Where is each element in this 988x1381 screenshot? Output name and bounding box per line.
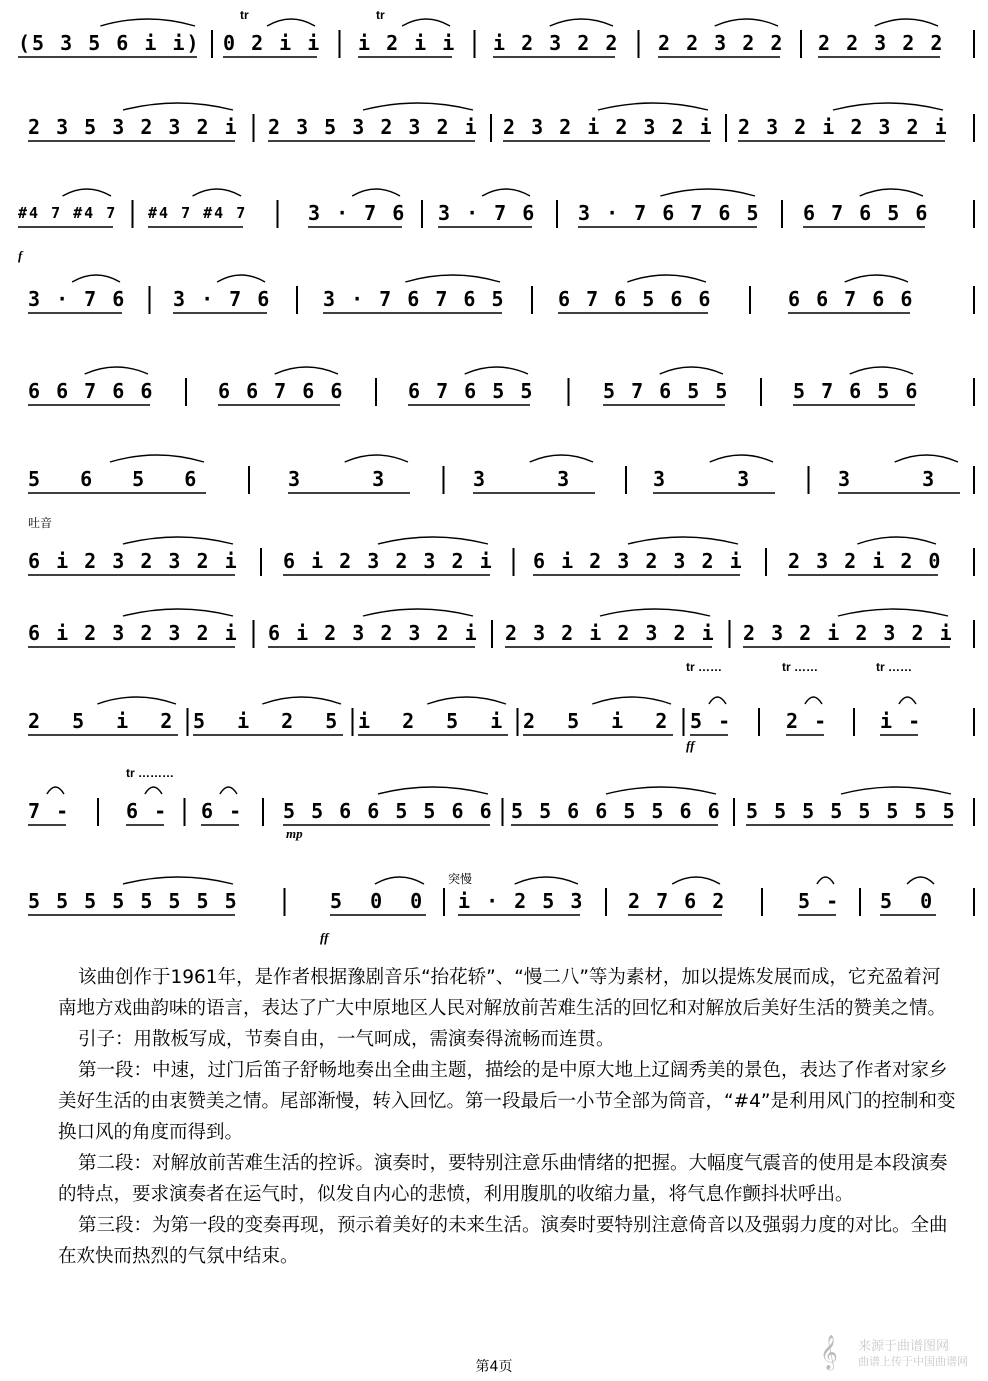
trill-mark: tr …… [782, 660, 818, 674]
trill-mark: tr [376, 8, 385, 22]
measure: 5 0 0 [330, 889, 431, 913]
slur-arc [592, 697, 671, 704]
slur-arc [405, 275, 500, 282]
trill-mark: tr …… [876, 660, 912, 674]
slur-arc [875, 19, 938, 26]
measure: 5 5 6 6 5 5 6 6 [283, 799, 494, 823]
slur-arc [193, 189, 241, 196]
slur-arc [841, 787, 951, 794]
measure: 6 7 6 5 6 [803, 201, 930, 225]
slur-arc [97, 697, 176, 704]
slur-arc [217, 275, 265, 282]
slur-arc [895, 455, 958, 462]
slur-arc [72, 275, 120, 282]
slur-arc [672, 877, 720, 884]
dynamic-fortissimo: ff [686, 738, 695, 753]
measure: 6 i 2 3 2 3 2 i [268, 621, 479, 645]
slur-arc [715, 19, 778, 26]
measure: 2 5 i 2 [28, 709, 183, 733]
slur-arc [352, 189, 400, 196]
slur-arc [375, 877, 424, 884]
measure: 3 3 [473, 467, 600, 491]
measure: 5 5 5 5 5 5 5 5 [28, 889, 239, 913]
slur-arc [363, 103, 473, 110]
slur-arc [857, 537, 936, 544]
slur-arc [123, 537, 233, 544]
slur-arc [550, 19, 613, 26]
staff-row-1 [18, 8, 976, 70]
slur-arc [515, 877, 578, 884]
slur-arc [63, 189, 111, 196]
measure: 2 3 2 i 2 3 2 i [503, 115, 714, 139]
articulation-label: 吐音 [28, 516, 53, 530]
measure: 6 i 2 3 2 3 2 i [283, 549, 494, 573]
slur-arc [805, 697, 822, 704]
slur-arc [838, 609, 948, 616]
slur-arc [123, 877, 233, 884]
slur-arc [345, 455, 408, 462]
measure: i 2 5 i [358, 709, 513, 733]
dynamic-fortissimo: ff [320, 930, 329, 945]
slur-arc [123, 609, 233, 616]
staff-row-8 [18, 598, 976, 660]
measure: 2 3 5 3 2 3 2 i [28, 115, 239, 139]
measure: 2 5 i 2 [523, 709, 678, 733]
commentary-text [58, 962, 958, 1272]
slur-arc [899, 697, 916, 704]
staff-row-4 [18, 248, 976, 326]
measure: 2 2 3 2 2 [658, 31, 785, 55]
trill-mark: tr …… [686, 660, 722, 674]
measure: 6 6 7 6 6 [28, 379, 155, 403]
measure: #4 7 #4 7 [18, 204, 118, 222]
slur-arc [817, 877, 834, 884]
slur-arc [47, 787, 64, 794]
measure: i 2 3 2 2 [493, 31, 620, 55]
paragraph-intro: 该曲创作于1961年，是作者根据豫剧音乐“抬花轿”、“慢二八”等为素材，加以提炼发展而成，它充盈着河南地方戏曲韵味的语言，表达了广大中原地区人民对解放前苦难生活的回忆和对解放后美好生活的赞美之情。 [58, 967, 947, 1019]
slur-arc [100, 19, 195, 26]
measure: 6 i 2 3 2 3 2 i [28, 549, 239, 573]
slur-arc [907, 877, 934, 884]
measure: 5 5 5 5 5 5 5 5 [746, 799, 957, 823]
measure: 5 0 [880, 889, 941, 913]
slur-arc [123, 103, 233, 110]
slur-arc [850, 367, 913, 374]
measure: 6 7 6 5 5 [408, 379, 535, 403]
staff-row-9 [18, 660, 976, 753]
paragraph-section-3: 第三段：为第一段的变奏再现，预示着美好的未来生活。演奏时要特别注意倚音以及强弱力度的对比。全曲在欢快而热烈的气氛中结束。 [58, 1215, 948, 1267]
watermark-line-1: 来源于曲谱图网 [858, 1339, 950, 1354]
paragraph-section-2: 第二段：对解放前苦难生活的控诉。演奏时，要特别注意乐曲情绪的把握。大幅度气震音的使用是本段演奏的特点，要求演奏者在运气时，似发自内心的悲愤，利用腹肌的收缩力量，将气息作颤抖状呼出。 [58, 1153, 948, 1205]
measure: 2 3 2 i 2 0 [788, 549, 943, 573]
measure: 2 2 3 2 2 [818, 31, 945, 55]
measure: 2 3 2 i 2 3 2 i [505, 621, 716, 645]
measure: 5 7 6 5 6 [793, 379, 920, 403]
staff-row-3 [18, 178, 976, 240]
slur-arc [600, 609, 710, 616]
slur-arc [110, 455, 204, 462]
slur-arc [598, 103, 708, 110]
staff-row-5 [18, 356, 976, 418]
measure: 5 5 6 6 5 5 6 6 [511, 799, 722, 823]
measure: 3 · 7 6 7 6 5 [578, 201, 761, 225]
slur-arc [845, 275, 908, 282]
dynamic-forte: f [18, 248, 23, 263]
slur-arc [378, 537, 488, 544]
slur-arc [606, 787, 716, 794]
staff-row-7 [18, 516, 976, 588]
measure: 3 · 7 6 7 6 5 [323, 287, 506, 311]
slur-arc [710, 455, 773, 462]
measure: 5 6 5 6 [28, 467, 211, 491]
measure: #4 7 #4 7 [148, 204, 248, 222]
measure: 6 6 7 6 6 [218, 379, 345, 403]
slur-arc [530, 455, 593, 462]
measure: 6 7 6 5 6 6 [558, 287, 713, 311]
site-watermark [820, 1331, 980, 1375]
measure: 2 3 5 3 2 3 2 i [268, 115, 479, 139]
measure: 3 3 [288, 467, 415, 491]
slur-arc [833, 103, 943, 110]
measure: i · 2 5 3 [458, 889, 585, 913]
staff-row-6 [18, 444, 976, 506]
staff-row-2 [18, 92, 976, 154]
slur-arc [267, 19, 315, 26]
measure: 7 - [28, 799, 71, 823]
measure: 3 3 [653, 467, 780, 491]
slur-arc [709, 697, 726, 704]
watermark-line-2: 曲谱上传于中国曲谱网 [858, 1355, 968, 1368]
slur-arc [660, 367, 723, 374]
measure: 2 7 6 2 [628, 889, 727, 913]
slur-arc [660, 189, 755, 196]
measure: 2 - [786, 709, 829, 733]
measure: 6 6 7 6 6 [788, 287, 915, 311]
page-number: 第4页 [475, 1359, 513, 1375]
slur-arc [220, 787, 237, 794]
slur-arc [482, 189, 530, 196]
measure: 3 · 7 6 [438, 201, 537, 225]
slur-arc [860, 189, 923, 196]
paragraph-section-1: 第一段：中速，过门后笛子舒畅地奏出全曲主题，描绘的是中原大地上辽阔秀美的景色，表达了作者对家乡美好生活的由衷赞美之情。尾部渐慢，转入回忆。第一段最后一小节全部为筒音，“#4”是利用风门的控制和变换口风的角度而得到。 [58, 1060, 956, 1143]
measure: i 2 i i [358, 31, 457, 55]
measure: 6 - [126, 799, 169, 823]
trill-mark: tr ……… [126, 766, 174, 780]
measure: 5 7 6 5 5 [603, 379, 730, 403]
measure: 5 - [690, 709, 733, 733]
slur-arc [85, 367, 148, 374]
slur-arc [628, 537, 738, 544]
measure: i - [880, 709, 923, 733]
slur-arc [402, 19, 450, 26]
dynamic-mezzo-piano: mp [286, 826, 303, 841]
slur-arc [627, 275, 706, 282]
measure: 6 i 2 3 2 3 2 i [28, 621, 239, 645]
measure: 5 i 2 5 [193, 709, 348, 733]
staff-row-10 [18, 766, 976, 841]
slur-arc [275, 367, 338, 374]
slur-arc [262, 697, 341, 704]
slur-arc [465, 367, 528, 374]
slur-arc [427, 697, 506, 704]
slur-arc [378, 787, 488, 794]
paragraph-introduction-section: 引子：用散板写成，节奏自由，一气呵成，需演奏得流畅而连贯。 [78, 1029, 615, 1050]
measure: 6 - [201, 799, 244, 823]
staff-row-11 [18, 866, 976, 945]
measure: 0 2 i i [223, 31, 322, 55]
measure: 3 3 [838, 467, 965, 491]
treble-clef-icon: 𝄞 [820, 1335, 838, 1370]
measure: 2 3 2 i 2 3 2 i [738, 115, 949, 139]
measure: 3 · 7 6 [173, 287, 272, 311]
measure: 2 3 2 i 2 3 2 i [743, 621, 954, 645]
measure: 3 · 7 6 [28, 287, 127, 311]
slur-arc [145, 787, 162, 794]
tempo-change-label: 突慢 [448, 872, 473, 886]
measure: 3 · 7 6 [308, 201, 407, 225]
measure: 5 - [798, 889, 841, 913]
measure: (5 3 5 6 i i) [18, 31, 201, 55]
measure: 6 i 2 3 2 3 2 i [533, 549, 744, 573]
trill-mark: tr [240, 8, 249, 22]
slur-arc [363, 609, 473, 616]
